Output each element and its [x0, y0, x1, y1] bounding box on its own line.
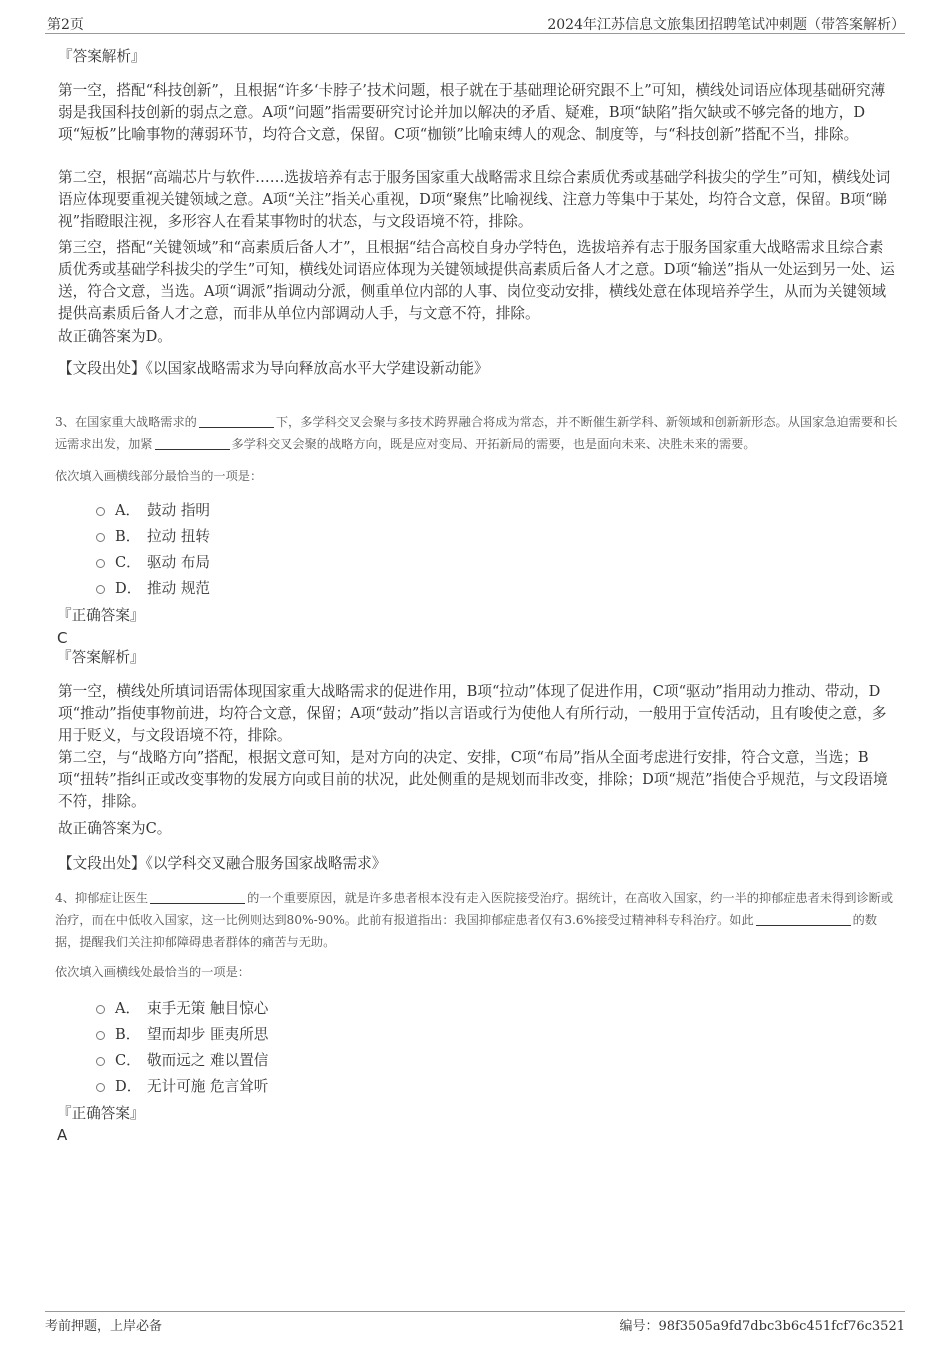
document-id: 编号：98f3505a9fd7dbc3b6c451fcf76c3521 — [619, 1319, 905, 1334]
correct-answer-statement: 故正确答案为C。 — [58, 820, 172, 837]
fill-blank — [150, 890, 245, 904]
radio-icon[interactable] — [96, 559, 105, 568]
option-b[interactable]: B． 望而却步 匪夷所思 — [96, 1024, 268, 1046]
question-prompt: 依次填入画横线部分最恰当的一项是： — [55, 469, 263, 483]
document-title: 2024年江苏信息文旅集团招聘笔试冲刺题（带答案解析） — [547, 17, 905, 33]
option-a[interactable]: A． 鼓动 指明 — [96, 500, 210, 522]
analysis-label: 『答案解析』 — [57, 649, 145, 666]
radio-icon[interactable] — [96, 1083, 105, 1092]
analysis-label: 『答案解析』 — [58, 48, 146, 65]
option-a[interactable]: A． 束手无策 触目惊心 — [96, 998, 268, 1020]
analysis-paragraph: 第二空，与“战略方向”搭配，根据文意可知，是对方向的决定、安排，C项“布局”指从全面考虑进行安排，符合文意，当选；B项“扭转”指纠正或改变事物的发展方向或目前的状况，此处侧重的是规划而非改变，排除；D项“规范”指使合乎规范，与文段语境不符，排除。 — [58, 749, 888, 810]
fill-blank — [155, 436, 230, 450]
header-divider — [45, 33, 905, 34]
correct-answer-label: 『正确答案』 — [57, 607, 145, 624]
option-c[interactable]: C． 驱动 布局 — [96, 552, 210, 574]
question-stem: 4、抑郁症让医生 的一个重要原因，就是许多患者根本没有走入医院接受治疗。据统计，在高收入国家，约一半的抑郁症患者未得到诊断或治疗，而在中低收入国家，这一比例则达到80%-90%。此前有报道指出：我国抑郁症患者仅有3.6%接受过精神科专科治疗。如此 的数据，提醒我们关注抑郁障碍患者群体的痛苦与无助。 — [55, 891, 894, 949]
option-b[interactable]: B． 拉动 扭转 — [96, 526, 210, 548]
analysis-paragraph: 第一空，横线处所填词语需体现国家重大战略需求的促进作用，B项“拉动”体现了促进作用，C项“驱动”指用动力推动、带动，D项“推动”指使事物前进，均符合文意，保留；A项“鼓动”指以言语或行为使他人有所行动，一般用于宣传活动，且有唆使之意，多用于贬义，与文段语境不符，排除。 — [58, 683, 887, 744]
correct-answer-value: A — [57, 1126, 68, 1144]
fill-blank — [199, 414, 274, 428]
fill-blank — [756, 912, 851, 926]
footer-divider — [45, 1311, 905, 1312]
option-d[interactable]: D． 无计可施 危言耸听 — [96, 1076, 268, 1098]
correct-answer-label: 『正确答案』 — [57, 1105, 145, 1122]
option-c[interactable]: C． 敬而远之 难以置信 — [96, 1050, 268, 1072]
source-citation: 【文段出处】《以学科交叉融合服务国家战略需求》 — [58, 855, 387, 872]
footer-slogan: 考前押题，上岸必备 — [45, 1319, 163, 1334]
analysis-paragraph: 第三空，搭配“关键领域”和“高素质后备人才”，且根据“结合高校自身办学特色，选拔培养有志于服务国家重大战略需求且综合素质优秀或基础学科拔尖的学生”可知，横线处词语应体现为关键领域提供高素质后备人才之意。D项“输送”指从一处运到另一处、运送，符合文意，当选。A项“调派”指调动分派，侧重单位内部的人事、岗位变动安排，横线处意在体现培养学生，从而为关键领域提供高素质后备人才之意，而非从单位内部调动人手，与文意不符，排除。 — [58, 239, 895, 322]
page-number: 第2页 — [47, 17, 84, 33]
analysis-paragraph: 第二空，根据“高端芯片与软件……选拔培养有志于服务国家重大战略需求且综合素质优秀或基础学科拔尖的学生”可知，横线处词语应体现要重视关键领域之意。A项“关注”指关心重视，D项“聚焦”比喻视线、注意力等集中于某处，均符合文意，保留。B项“睇视”指瞪眼注视，多形容人在看某事物时的状态，与文段语境不符，排除。 — [58, 169, 891, 230]
radio-icon[interactable] — [96, 533, 105, 542]
correct-answer-value: C — [57, 629, 68, 647]
question-stem: 3、在国家重大战略需求的 下，多学科交叉会聚与多技术跨界融合将成为常态，并不断催生新学科、新领域和创新新形态。从国家急迫需要和长远需求出发，加紧 多学科交叉会聚的战略方向，既是应对变局、开拓新局的需要，也是面向未来、决胜未来的需要。 — [55, 415, 898, 451]
source-citation: 【文段出处】《以国家战略需求为导向释放高水平大学建设新动能》 — [58, 360, 489, 377]
question-prompt: 依次填入画横线处最恰当的一项是： — [55, 965, 250, 979]
radio-icon[interactable] — [96, 1057, 105, 1066]
radio-icon[interactable] — [96, 1005, 105, 1014]
radio-icon[interactable] — [96, 507, 105, 516]
radio-icon[interactable] — [96, 1031, 105, 1040]
analysis-paragraph: 第一空，搭配“科技创新”，且根据“许多‘卡脖子’技术问题，根子就在于基础理论研究跟不上”可知，横线处词语应体现基础研究薄弱是我国科技创新的弱点之意。A项“问题”指需要研究讨论并加以解决的矛盾、疑难，B项“缺陷”指欠缺或不够完备的地方，D项“短板”比喻事物的薄弱环节，均符合文意，保留。C项“枷锁”比喻束缚人的观念、制度等，与“科技创新”搭配不当，排除。 — [58, 82, 886, 143]
radio-icon[interactable] — [96, 585, 105, 594]
correct-answer-statement: 故正确答案为D。 — [58, 328, 172, 345]
option-d[interactable]: D． 推动 规范 — [96, 578, 210, 600]
